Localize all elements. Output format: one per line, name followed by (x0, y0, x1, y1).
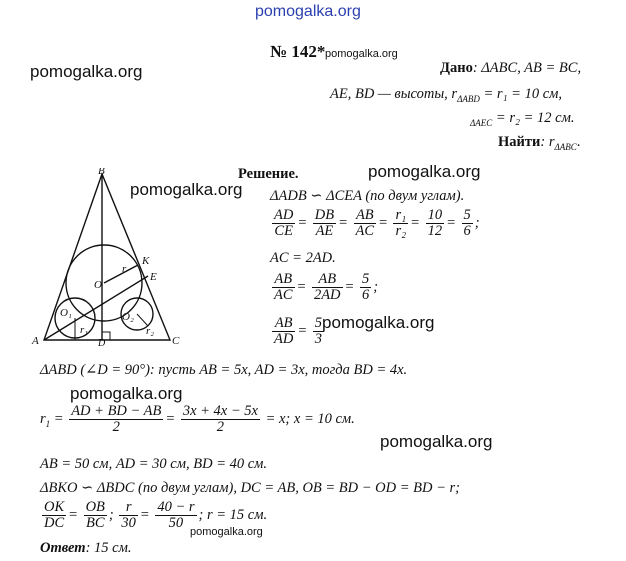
watermark: pomogalka.org (325, 48, 398, 60)
solution-line-10: $\frac{OK}{DC}$ = $\frac{OB}{BC}$ ; $\frac{r}{30}$ = $\frac{40 - r}{50}$ ; r = 15 см. (44, 499, 268, 532)
label-e: E (150, 271, 157, 283)
label-r1: r₁ (80, 324, 89, 336)
label-o2: O₂ (122, 311, 134, 323)
r1-numerator: AD + BD − AB (71, 403, 162, 419)
answer-label: Ответ (40, 540, 86, 556)
solution-line-9: ΔBKO ∽ ΔBDC (по двум углам), DC = AB, OB = BD − OD = BD − r; (40, 480, 460, 496)
watermark: pomogalka.org (130, 180, 243, 199)
watermark: pomogalka.org (368, 162, 481, 181)
given-line-2 (330, 86, 562, 104)
label-r2: r₂ (146, 325, 155, 337)
solution-line-1: ΔADB ∽ ΔCEA (по двум углам). (270, 188, 465, 204)
given-text-2: AE, BD — высоты, r (330, 86, 458, 102)
r1-denominator: 2 (112, 419, 120, 436)
solution-line-5: $\frac{AB}{AD}$ = $\frac{5}{3}$ (274, 315, 323, 348)
given-sub-2: ΔABD (457, 93, 480, 104)
watermark: pomogalka.org (30, 62, 143, 81)
answer-line (40, 540, 131, 557)
label-a: A (32, 335, 39, 346)
find-tail: . (576, 134, 581, 150)
find-label: Найти (498, 134, 541, 150)
given-text-1: : ΔABC, AB = BC, (472, 60, 582, 76)
given-label: Дано (440, 60, 473, 76)
find-line (498, 134, 580, 152)
label-k: K (142, 255, 150, 267)
radius-ok (104, 265, 138, 283)
given-line-1 (440, 60, 581, 77)
solution-title: Решение. (238, 166, 299, 182)
solution-line-7: $r_1$ = $\frac{AD + BD - AB}{2}$ = $\frac{3x + 4x - 5x}{2}$ = x; x = 10 см. (40, 403, 355, 436)
r-result: ; r = 15 см. (198, 507, 268, 524)
label-d: D (98, 338, 106, 346)
label-r: r (122, 263, 127, 275)
given-tail-2: = r₁ = 10 см, (479, 86, 563, 102)
watermark-top: pomogalka.org (255, 3, 361, 20)
r1-numerator-x: 3x + 4x − 5x (182, 403, 258, 419)
watermark: pomogalka.org (70, 384, 183, 403)
solution-line-3: AC = 2AD. (270, 250, 336, 266)
watermark: pomogalka.org (322, 313, 435, 332)
label-o1: O₁ (60, 307, 72, 319)
solution-fraction-chain: $\frac{AD}{CE}$ = $\frac{DB}{AE}$ = $\frac{AB}{AC}$ = $\frac{\text{r₁}}{\text{r₂}}$ = $\frac{10}{12}$ = $\frac{5}{6}$ ; (274, 207, 480, 240)
solution-line-8: AB = 50 см, AD = 30 см, BD = 40 см. (40, 456, 268, 472)
label-b: B (98, 168, 105, 177)
find-sub: ΔABC (554, 141, 577, 152)
given-tail-3: = r₂ = 12 см. (492, 110, 575, 126)
label-o: O (94, 279, 102, 291)
solution-line-4: $\frac{AB}{AC}$ = $\frac{AB}{2AD}$ = $\frac{5}{6}$ ; (274, 271, 379, 304)
watermark: pomogalka.org (380, 432, 493, 451)
given-sub-3: ΔAEC (470, 117, 493, 128)
watermark: pomogalka.org (190, 526, 263, 538)
label-c: C (172, 335, 180, 346)
given-line-3 (470, 110, 574, 128)
r1-tail: = x; x = 10 см. (261, 411, 355, 428)
solution-line-6: ΔABD (∠D = 90°): пусть AB = 5x, AD = 3x, тогда BD = 4x. (40, 362, 408, 378)
answer-value: : 15 см. (85, 540, 132, 556)
find-text: : r (540, 134, 555, 150)
problem-number: № 142* (270, 42, 326, 61)
